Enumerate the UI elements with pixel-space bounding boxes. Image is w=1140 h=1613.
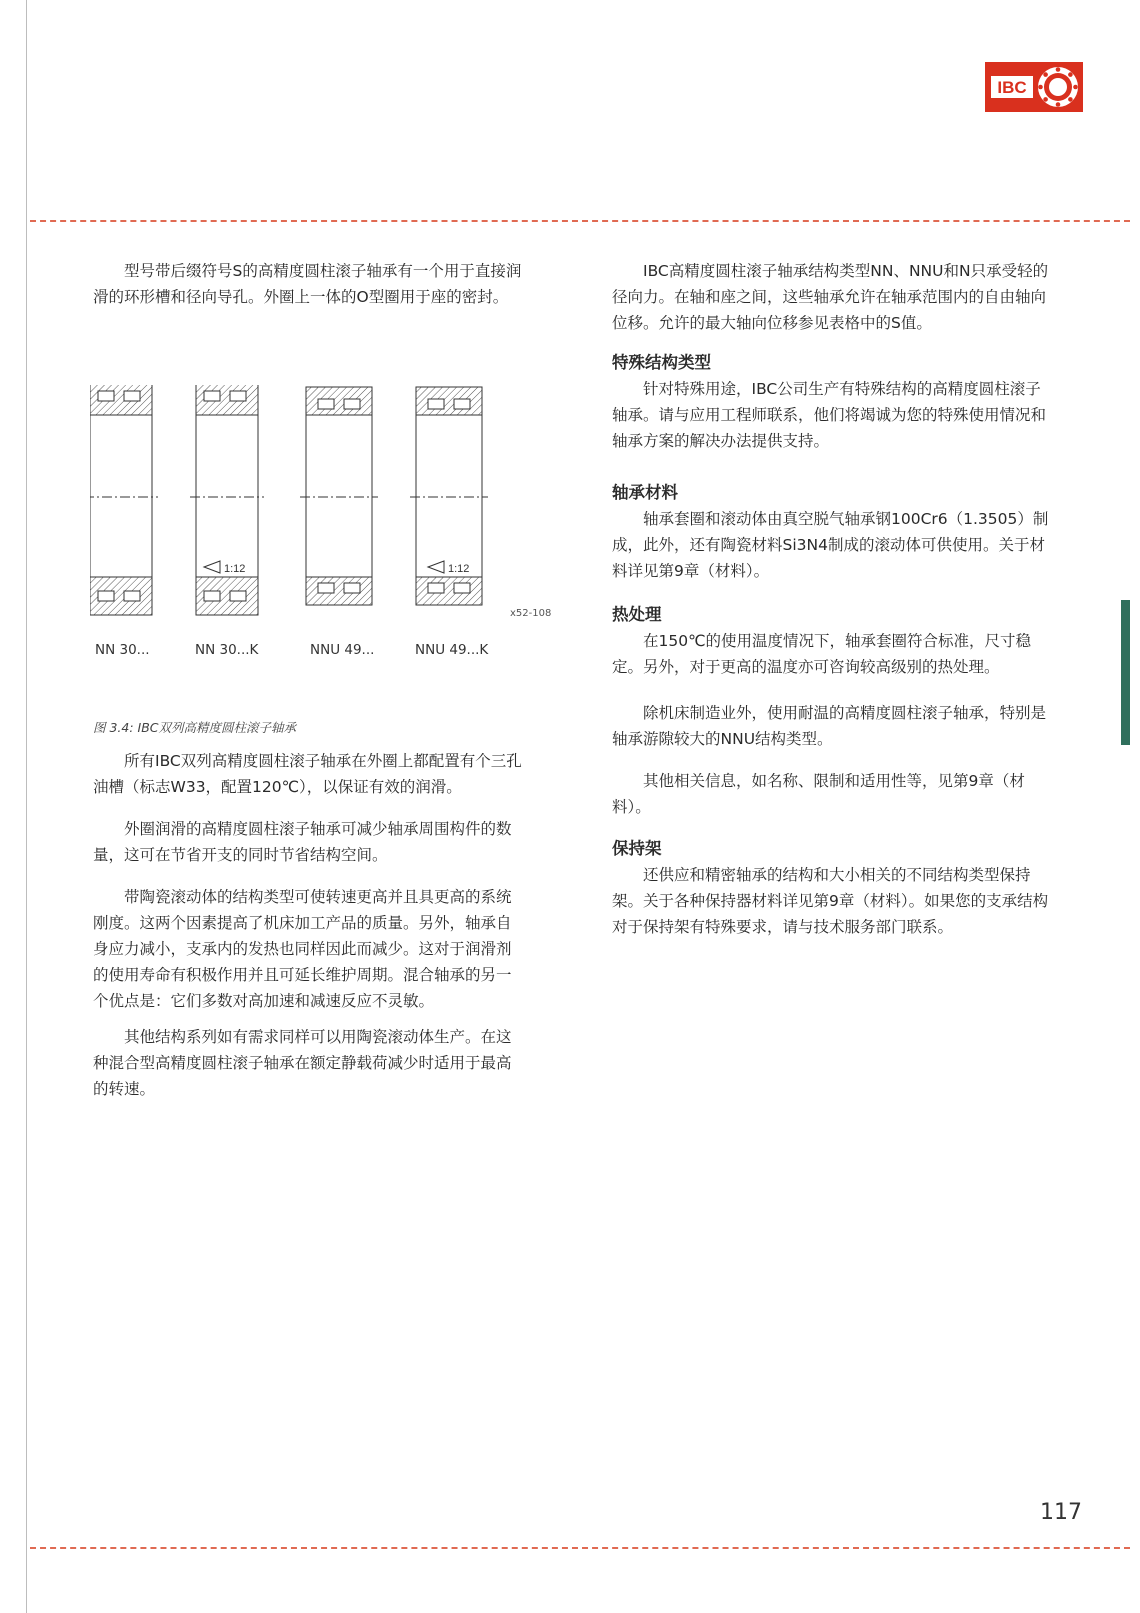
footer-divider <box>30 1547 1130 1549</box>
bearing-drawing-nn30k <box>190 385 264 615</box>
bearing-drawing-nnu49 <box>300 387 378 605</box>
figure-code: x52-108 <box>510 608 552 619</box>
paragraph-heat-treatment: 在150℃的使用温度情况下，轴承套圈符合标准，尺寸稳定。另外，对于更高的温度亦可咨询较高级别的热处理。 <box>612 632 1031 676</box>
ibc-logo <box>985 62 1083 112</box>
paragraph-bearing-material: 轴承套圈和滚动体由真空脱气轴承钢100Cr6（1.3505）制成，此外，还有陶瓷材料Si3N4制成的滚动体可供使用。关于材料详见第9章（材料）。 <box>612 510 1049 580</box>
heading-heat-treatment: 热处理 <box>612 605 662 624</box>
taper-label-1: 1:12 <box>224 563 246 575</box>
paragraph-lubrication-groove: 型号带后缀符号S的高精度圆柱滚子轴承有一个用于直接润滑的环形槽和径向导孔。外圈上一体的O型圈用于座的密封。 <box>93 262 522 306</box>
figure-label-nn30: NN 30... <box>95 642 150 658</box>
paragraph-cage: 还供应和精密轴承的结构和大小相关的不同结构类型保持架。关于各种保持器材料详见第9章（材料）。如果您的支承结构对于保持架有特殊要求，请与技术服务部门联系。 <box>612 866 1049 936</box>
left-margin-rule <box>26 0 27 1613</box>
bearing-drawing-nnu49k <box>410 387 488 605</box>
paragraph-more-info: 其他相关信息，如名称、限制和适用性等，见第9章（材料）。 <box>612 772 1025 816</box>
paragraph-hybrid-bearings: 其他结构系列如有需求同样可以用陶瓷滚动体生产。在这种混合型高精度圆柱滚子轴承在额定静载荷减少时适用于最高的转速。 <box>93 1028 512 1098</box>
left-column-body <box>93 748 523 1102</box>
chapter-side-tab <box>1121 600 1130 745</box>
left-column-intro <box>93 258 523 310</box>
paragraph-special-designs: 针对特殊用途，IBC公司生产有特殊结构的高精度圆柱滚子轴承。请与应用工程师联系，他们将竭诚为您的特殊使用情况和轴承方案的解决办法提供支持。 <box>612 380 1047 450</box>
logo-text: IBC <box>997 78 1027 97</box>
paragraph-outer-ring-lubrication: 外圈润滑的高精度圆柱滚子轴承可减少轴承周围构件的数量，这可在节省开支的同时节省结构空间。 <box>93 820 512 864</box>
figure-label-nnu49: NNU 49... <box>310 642 375 658</box>
heading-special-designs: 特殊结构类型 <box>612 353 711 372</box>
paragraph-ceramic-rollers: 带陶瓷滚动体的结构类型可使转速更高并且具更高的系统刚度。这两个因素提高了机床加工产品的质量。另外，轴承自身应力减小，支承内的发热也同样因此而减少。这对于润滑剂的使用寿命有积极作用并且可延长维护周期。混合轴承的另一个优点是：它们多数对高加速和减速反应不灵敏。 <box>93 888 512 1010</box>
paragraph-high-temperature-use: 除机床制造业外，使用耐温的高精度圆柱滚子轴承，特别是轴承游隙较大的NNU结构类型。 <box>612 704 1047 748</box>
heading-cage: 保持架 <box>612 839 662 858</box>
paragraph-oil-groove: 所有IBC双列高精度圆柱滚子轴承在外圈上都配置有个三孔油槽（标志W33，配置120℃），以保证有效的润滑。 <box>93 752 522 796</box>
bearing-drawing-nn30 <box>90 385 158 615</box>
figure-label-nnu49k: NNU 49...K <box>415 642 489 658</box>
bearing-cross-section-figure <box>90 385 570 685</box>
taper-label-2: 1:12 <box>448 563 470 575</box>
page-number: 117 <box>1040 1500 1082 1525</box>
figure-label-nn30k: NN 30...K <box>195 642 259 658</box>
figure-caption: 图 3.4: IBC双列高精度圆柱滚子轴承 <box>93 720 297 735</box>
header-divider <box>30 220 1130 222</box>
paragraph-structure-types: IBC高精度圆柱滚子轴承结构类型NN、NNU和N只承受轻的径向力。在轴和座之间，这些轴承允许在轴承范围内的自由轴向位移。允许的最大轴向位移参见表格中的S值。 <box>612 262 1049 332</box>
right-column <box>612 258 1052 940</box>
heading-bearing-material: 轴承材料 <box>612 483 678 502</box>
